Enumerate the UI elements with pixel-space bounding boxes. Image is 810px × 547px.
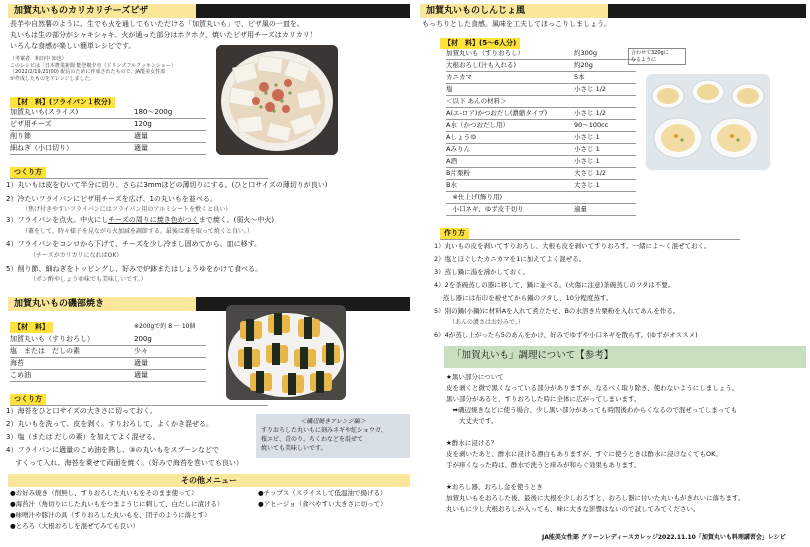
shinjo-ingredients-label: 【材 料】(5～6人分) (440, 38, 520, 49)
shinjo-step-5-sub: （あんの濃さはお好みで。） (434, 319, 524, 326)
isobe-portion-note: ※200gで約 8 ～ 10個 (134, 323, 196, 330)
shinjo-ing-name: 塩 (446, 85, 453, 93)
pizza-step-5: 5）削り節、細ねぎをトッピングし、好みで炉鉢またはしょうゆをかけて食べる。 (6, 265, 263, 273)
pizza-intro-2: 丸いもは生の部分がシャキシャキ、火が通った部分はホクホク、焼いたピザ用チーズはカリカリ！ (10, 31, 317, 39)
shinjo-ing-name: B水 (446, 181, 457, 189)
shinjo-intro: もっちりとした食感。風味を工夫してほっこりしましょう。 (422, 20, 611, 28)
other-menu-item-1: ●お好み焼き（削無し、すりおろした丸いもをそのまま使って） (10, 489, 198, 497)
shinjo-step-2: 2）塩とほぐしたカニカマを1に加えてよく混ぜる。 (434, 255, 586, 263)
shinjo-ing-qty: 大さじ 1 (574, 181, 600, 189)
isobe-ing-3-name: 海苔 (10, 359, 24, 367)
footer-credit: JA能美女性部 グリーンレディースカレッジ2022.11.10「加賀丸いも料理講習会」レシピ (542, 534, 786, 541)
shinjo-method-label: 作り方 (440, 228, 469, 239)
tips-line: 丸いもに少し大根おろしが入っても、味に大きな影響はないので試してみてください。 (446, 505, 700, 513)
pizza-step-5-sub: （ポン酢やしょうゆ味でも美味しいです。） (30, 276, 147, 283)
pizza-intro-3: いろんな食感が楽しい簡単レシピです。 (10, 42, 136, 50)
pizza-step-2: 2）冷たいフライパンにピザ用チーズを広げ、1の丸いもを並べる。 (6, 195, 217, 203)
pizza-title: 加賀丸いものカリカリチーズピザ (8, 4, 196, 18)
shinjo-ing-qty: 小さじ 1/2 (574, 109, 607, 117)
shinjo-ing-name: カニカマ (446, 73, 472, 81)
pizza-ing-3-name: 削り節 (10, 132, 31, 140)
shinjo-ing-name: B片栗粉 (446, 169, 470, 177)
isobe-ing-4-name: こめ油 (10, 371, 31, 379)
other-menu-item-6: ●アヒージョ（食べやすい大きさに切って） (258, 500, 387, 508)
shinjo-ing-name: Aしょうゆ (446, 133, 477, 141)
shinjo-ing-qty: 約20g (574, 61, 593, 69)
tips-line: 黒い部分があると、すりおろした時に全体に広がってしまいます。 (446, 395, 641, 403)
other-menu-item-2: ●海苔汁（角切りにした丸いもをつまようじに刺して、白だしに漬ける） (10, 500, 224, 508)
pizza-method-label: つくり方 (10, 167, 46, 178)
other-menu-label: その他メニュー (8, 474, 410, 487)
isobe-ing-1-name: 加賀丸いも（すりおろし） (10, 335, 94, 343)
isobe-photo (226, 305, 346, 400)
tips-line: 手が痒くなった時は、酢水で洗うと痒みが和らぐ効果もあります。 (446, 461, 641, 469)
pizza-ing-4-qty: 適量 (134, 144, 148, 152)
pizza-ing-4-name: 細ねぎ（小口切り） (10, 144, 73, 152)
pizza-step-2-sub: （焦げ付きやすいフライパンにはフライパン用のアルミシートを敷くと良い） (22, 206, 232, 213)
shinjo-ing-qty: 小さじ 1 (574, 157, 600, 165)
tips-line: ★おろし器、おろし金を使うとき (446, 483, 543, 491)
pizza-source-note: （考案者 和田中 知也） このレシピは「日本農業新聞 能登朝夕市（ドリンズフルクッキンショー） （2022/2/19,21(00) 配信のために作成されたもので、JA能美女性部 が作成したものをアレンジしました。 (10, 56, 176, 82)
isobe-ing-4-qty: 適量 (134, 371, 148, 379)
shinjo-ing-qty: 大さじ 1/2 (574, 169, 607, 177)
shinjo-ing-name: A(エ-ロア)かつおだし(濃縮タイプ) (446, 109, 548, 117)
shinjo-combine-note: 合わせて320gに なるように (628, 48, 686, 65)
shinjo-title: 加賀丸いものしんじょ風 (420, 4, 608, 18)
pizza-ing-1-qty: 180～200g (134, 108, 173, 116)
pizza-ing-2-qty: 120g (134, 120, 152, 128)
tips-line: ➡磯辺焼きなどに使う場合、少し黒い部分があっても時間後わからくなるので混ぜってしまっても (446, 406, 738, 414)
other-menu-item-4: ●とろろ（大根おろしを混ぜてみても良い） (10, 522, 140, 530)
tips-line (446, 427, 806, 438)
shinjo-ing-name: A酒 (446, 157, 457, 165)
title-bar-dark (196, 4, 410, 18)
shinjo-ing-name: Aみりん (446, 145, 470, 153)
isobe-title: 加賀丸いもの磯部焼き (8, 297, 196, 311)
tips-line: ★酢水に浸ける？ (446, 439, 498, 447)
isobe-ingredients-label: 【材 料】 (10, 322, 53, 333)
shinjo-ing-qty: 5本 (574, 73, 585, 81)
shinjo-step-4b: 蒸し器には布巾を被せてから鍋のフタし、10分程度蒸す。 (434, 294, 613, 302)
pizza-ing-1-name: 加賀丸いも(スライス) (10, 108, 79, 116)
pizza-ingredients-label: 【材 料】(フライパン１枚分) (10, 97, 115, 108)
isobe-method-label: つくり方 (10, 394, 46, 405)
isobe-step-4: 4）フライパンに適量のこめ油を熱し、③の丸いもをスプーンなどで (6, 446, 220, 454)
tips-line: 加賀丸いもをおろした後、最後に大根を少しおろすと、おろし器に付いた丸いもがきれいに落ちます。 (446, 494, 745, 502)
shinjo-ing-name: ＜以下 あんの材料＞ (446, 97, 507, 105)
isobe-step-5: すくって入れ、海苔を乗せて両面を焼く。（好みで海苔を巻いても良い） (6, 459, 243, 467)
isobe-step-1: 1）海苔をひと口サイズの大きさに切っておく。 (6, 407, 157, 415)
pizza-step-3-sub: （蓋をして、時々様子を見ながら火加減を調節する。最後は蓋を取って焼くと良い。） (22, 228, 253, 235)
pizza-step-4: 4）フライパンをコンロから下げて、チーズを少し冷まし固めてから、皿に移す。 (6, 240, 262, 248)
shinjo-step-1: 1）丸いもの皮を剥いてすりおろし、大根も皮を剥いてすりおろす。一緒によ～く混ぜておく。 (434, 242, 711, 250)
isobe-step-3: 3）塩（または だしの素）を加えてよく混ぜる。 (6, 433, 160, 441)
pizza-ing-3-qty: 適量 (134, 132, 148, 140)
shinjo-ing-qty: 小さじ 1 (574, 133, 600, 141)
tips-line: 皮を剥いたあと、酢水に浸ける漂白もありますが、すぐに使うときは酢水に浸けなくてもOK。 (446, 450, 722, 458)
shinjo-step-4: 4）2を茶碗蒸しの器に移して、鍋に並べる。(火傷に注意)茶碗蒸しのフタは不要。 (434, 281, 675, 289)
tips-body (446, 372, 806, 515)
isobe-ing-2-qty: 少々 (134, 347, 148, 355)
shinjo-step-3: 3）蒸し鍋に湯を沸かしておく。 (434, 268, 530, 276)
pizza-intro-1: 長芋や自然薯のように、生でも火を通してもいただける「加賀丸いも」で、ピザ風の一皿を。 (10, 20, 304, 28)
isobe-ing-2-name: 塩 または だしの素 (10, 347, 80, 355)
pizza-step-3: 3）フライパンを点火。中火にしチーズの周りに焼き色がつくまで焼く。(弱火～中火) (6, 216, 275, 224)
pizza-step-1: 1）丸いもは皮をむいて半分に切り、さらに3mmほどの薄切りにする。(ひと口サイズの薄切りが良い) (6, 181, 328, 189)
isobe-ing-1-qty: 200g (134, 335, 152, 343)
shinjo-ing-qty: 小さじ 1/2 (574, 85, 607, 93)
shinjo-ing-qty: 小さじ 1 (574, 145, 600, 153)
other-menu-item-3: ●味噌汁や豚汁の具（すりおろした丸いもを、団子のように落とす） (10, 511, 211, 519)
isobe-ing-3-qty: 適量 (134, 359, 148, 367)
isobe-arrange-title: ＜磯辺焼きアレンジ編＞ (300, 418, 366, 425)
shinjo-step-5: 5）別の鍋(小鍋)に材料Aを入れて煮立たせ、Bの水溶き片栗粉を入れてあんを作る。 (434, 307, 680, 315)
shinjo-step-6: 6）4が蒸し上がったら5のあんをかけ、好みでゆずや小口ネギを散らす。(ゆずがオススメ) (434, 331, 698, 339)
shinjo-ing-name: 小口ネギ、ゆず皮千切り (446, 205, 524, 213)
isobe-step-2: 2）丸いもを洗って、皮を剥く。すりおろして、よくかき混ぜる。 (6, 420, 214, 428)
tips-line: ★黒い部分について (446, 373, 504, 381)
tips-line: 大丈夫です。 (446, 417, 498, 425)
tips-line: 皮を剥くと微で黒くなっている部分がありますが、なるべく取り除き、使わないようにしましょう。 (446, 384, 739, 392)
title-bar-dark-3 (608, 4, 806, 18)
tips-line (446, 471, 806, 482)
shinjo-ing-name: A水（かつおだし用） (446, 121, 509, 129)
shinjo-ing-qty: 90～100cc (574, 121, 609, 129)
other-menu-item-5: ●チップス（スライスして低温油で揚げる） (258, 489, 387, 497)
shinjo-ing-name: ※仕上げ(飾り用) (446, 193, 503, 201)
shinjo-ing-qty: 適量 (574, 205, 587, 213)
shinjo-photo (646, 74, 770, 170)
shinjo-ing-name: 加賀丸いも（すりおろし） (446, 49, 524, 57)
pizza-photo (216, 45, 338, 155)
shinjo-ing-qty: 約300g (574, 49, 598, 57)
shinjo-ing-name: 大根おろし(汁も入れる) (446, 61, 517, 69)
tips-title: 「加賀丸いも」調理について【参考】 (444, 346, 806, 368)
pizza-ing-2-name: ピザ用チーズ (10, 120, 52, 128)
isobe-arrange-box: ＜磯辺焼きアレンジ編＞ すりおろした丸いもに刻みネギや紅ショウガ、 桜エビ、青のり、ちくわなどを混ぜて 焼いても美味しいです。 (256, 414, 410, 458)
pizza-step-4-sub: （チーズがカリカリになればOK） (30, 252, 123, 259)
